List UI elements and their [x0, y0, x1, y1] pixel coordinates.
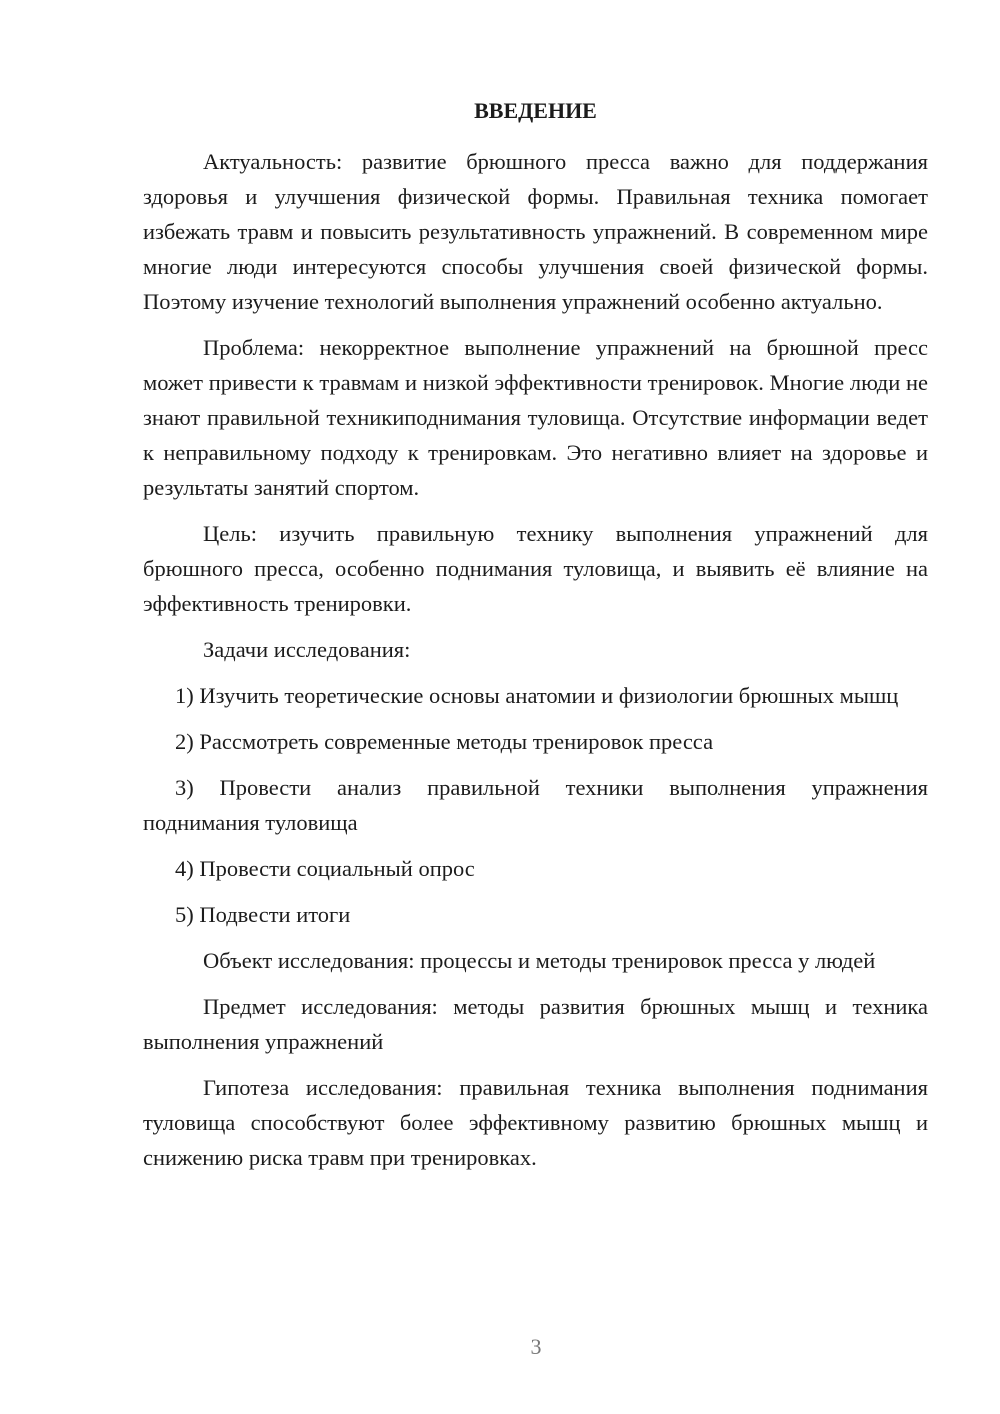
task-item-1: 1) Изучить теоретические основы анатомии и физиологии брюшных мышц	[175, 683, 899, 708]
document-page	[143, 96, 928, 1186]
paragraph-hypothesis: Гипотеза исследования: правильная техника выполнения поднимания туловища способствуют более эффективному развитию брюшных мышц и снижению риска травм при тренировках.	[143, 1075, 928, 1170]
task-item-5: 5) Подвести итоги	[175, 902, 351, 927]
paragraph-goal: Цель: изучить правильную технику выполнения упражнений для брюшного пресса, особенно поднимания туловища, и выявить её влияние на эффективность тренировки.	[143, 521, 928, 616]
task-item-3: 3) Провести анализ правильной техники выполнения упражнения поднимания туловища	[143, 775, 928, 835]
page-title: ВВЕДЕНИЕ	[474, 98, 597, 123]
task-item-4: 4) Провести социальный опрос	[175, 856, 475, 881]
task-item-2: 2) Рассмотреть современные методы тренировок пресса	[175, 729, 714, 754]
paragraph-relevance: Актуальность: развитие брюшного пресса важно для поддержания здоровья и улучшения физической формы. Правильная техника помогает избежать травм и повысить результативность упражнений. В современном мире многие люди интересуются способы улучшения своей физической формы. Поэтому изучение технологий выполнения упражнений особенно актуально.	[143, 149, 928, 314]
paragraph-object: Объект исследования: процессы и методы тренировок пресса у людей	[203, 948, 876, 973]
paragraph-subject: Предмет исследования: методы развития брюшных мышц и техника выполнения упражнений	[143, 994, 928, 1054]
paragraph-problem: Проблема: некорректное выполнение упражнений на брюшной пресс может привести к травмам и низкой эффективности тренировок. Многие люди не знают правильной техникиподнимания туловища. Отсутствие информации ведет к неправильному подходу к тренировкам. Это негативно влияет на здоровье и результаты занятий спортом.	[143, 335, 928, 500]
page-number: 3	[530, 1334, 542, 1359]
paragraph-tasks-heading: Задачи исследования:	[203, 637, 411, 662]
